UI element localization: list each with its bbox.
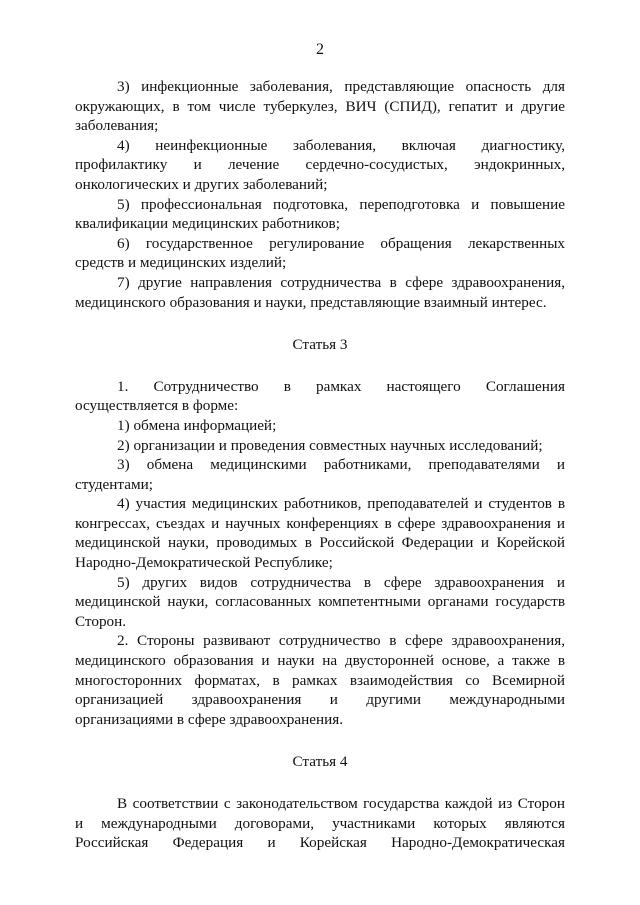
document-body [75,77,565,853]
list-item: 5) профессиональная подготовка, переподготовка и повышение квалификации медицинских работников; [75,195,565,233]
list-item: 5) других видов сотрудничества в сфере здравоохранения и медицинской науки, согласованных компетентными органами государств Сторон. [75,573,565,630]
list-item: 2) организации и проведения совместных научных исследований; [117,436,543,454]
list-item: 7) другие направления сотрудничества в сфере здравоохранения, медицинского образования и науки, представляющие взаимный интерес. [75,273,565,311]
article-heading: Статья 3 [292,336,348,354]
list-item: 3) обмена медицинскими работниками, преподавателями и студентами; [75,456,565,493]
page-number: 2 [316,41,324,58]
list-item: 6) государственное регулирование обращения лекарственных средств и медицинских изделий; [75,234,565,272]
list-item: 1) обмена информацией; [117,416,277,434]
list-item: 3) инфекционные заболевания, представляющие опасность для окружающих, в том числе туберкулез, ВИЧ (СПИД), гепатит и другие заболевания; [75,78,565,135]
paragraph: В соответствии с законодательством государства каждой из Сторон и международными договорами, участниками которых являются Российская Федерация и Корейская Народно-Демократическая [75,795,565,852]
paragraph: 2. Стороны развивают сотрудничество в сфере здравоохранения, медицинского образования и науки на двусторонней основе, а также в многосторонних форматах, в рамках взаимодействия со Всемирной организацией здравоохранения и другими международными организациями в сфере здравоохранения. [75,632,565,728]
article-heading: Статья 4 [292,753,348,771]
list-item: 4) участия медицинских работников, преподавателей и студентов в конгрессах, съездах и научных конференциях в сфере здравоохранения и медицинской науки, проводимых в Российской Федерации и Корейской Народно-Демократической Республике; [75,495,565,572]
paragraph: 1. Сотрудничество в рамках настоящего Соглашения осуществляется в форме: [75,377,565,415]
list-item: 4) неинфекционные заболевания, включая диагностику, профилактику и лечение сердечно-сосудистых, эндокринных, онкологических и других заболеваний; [75,136,565,193]
